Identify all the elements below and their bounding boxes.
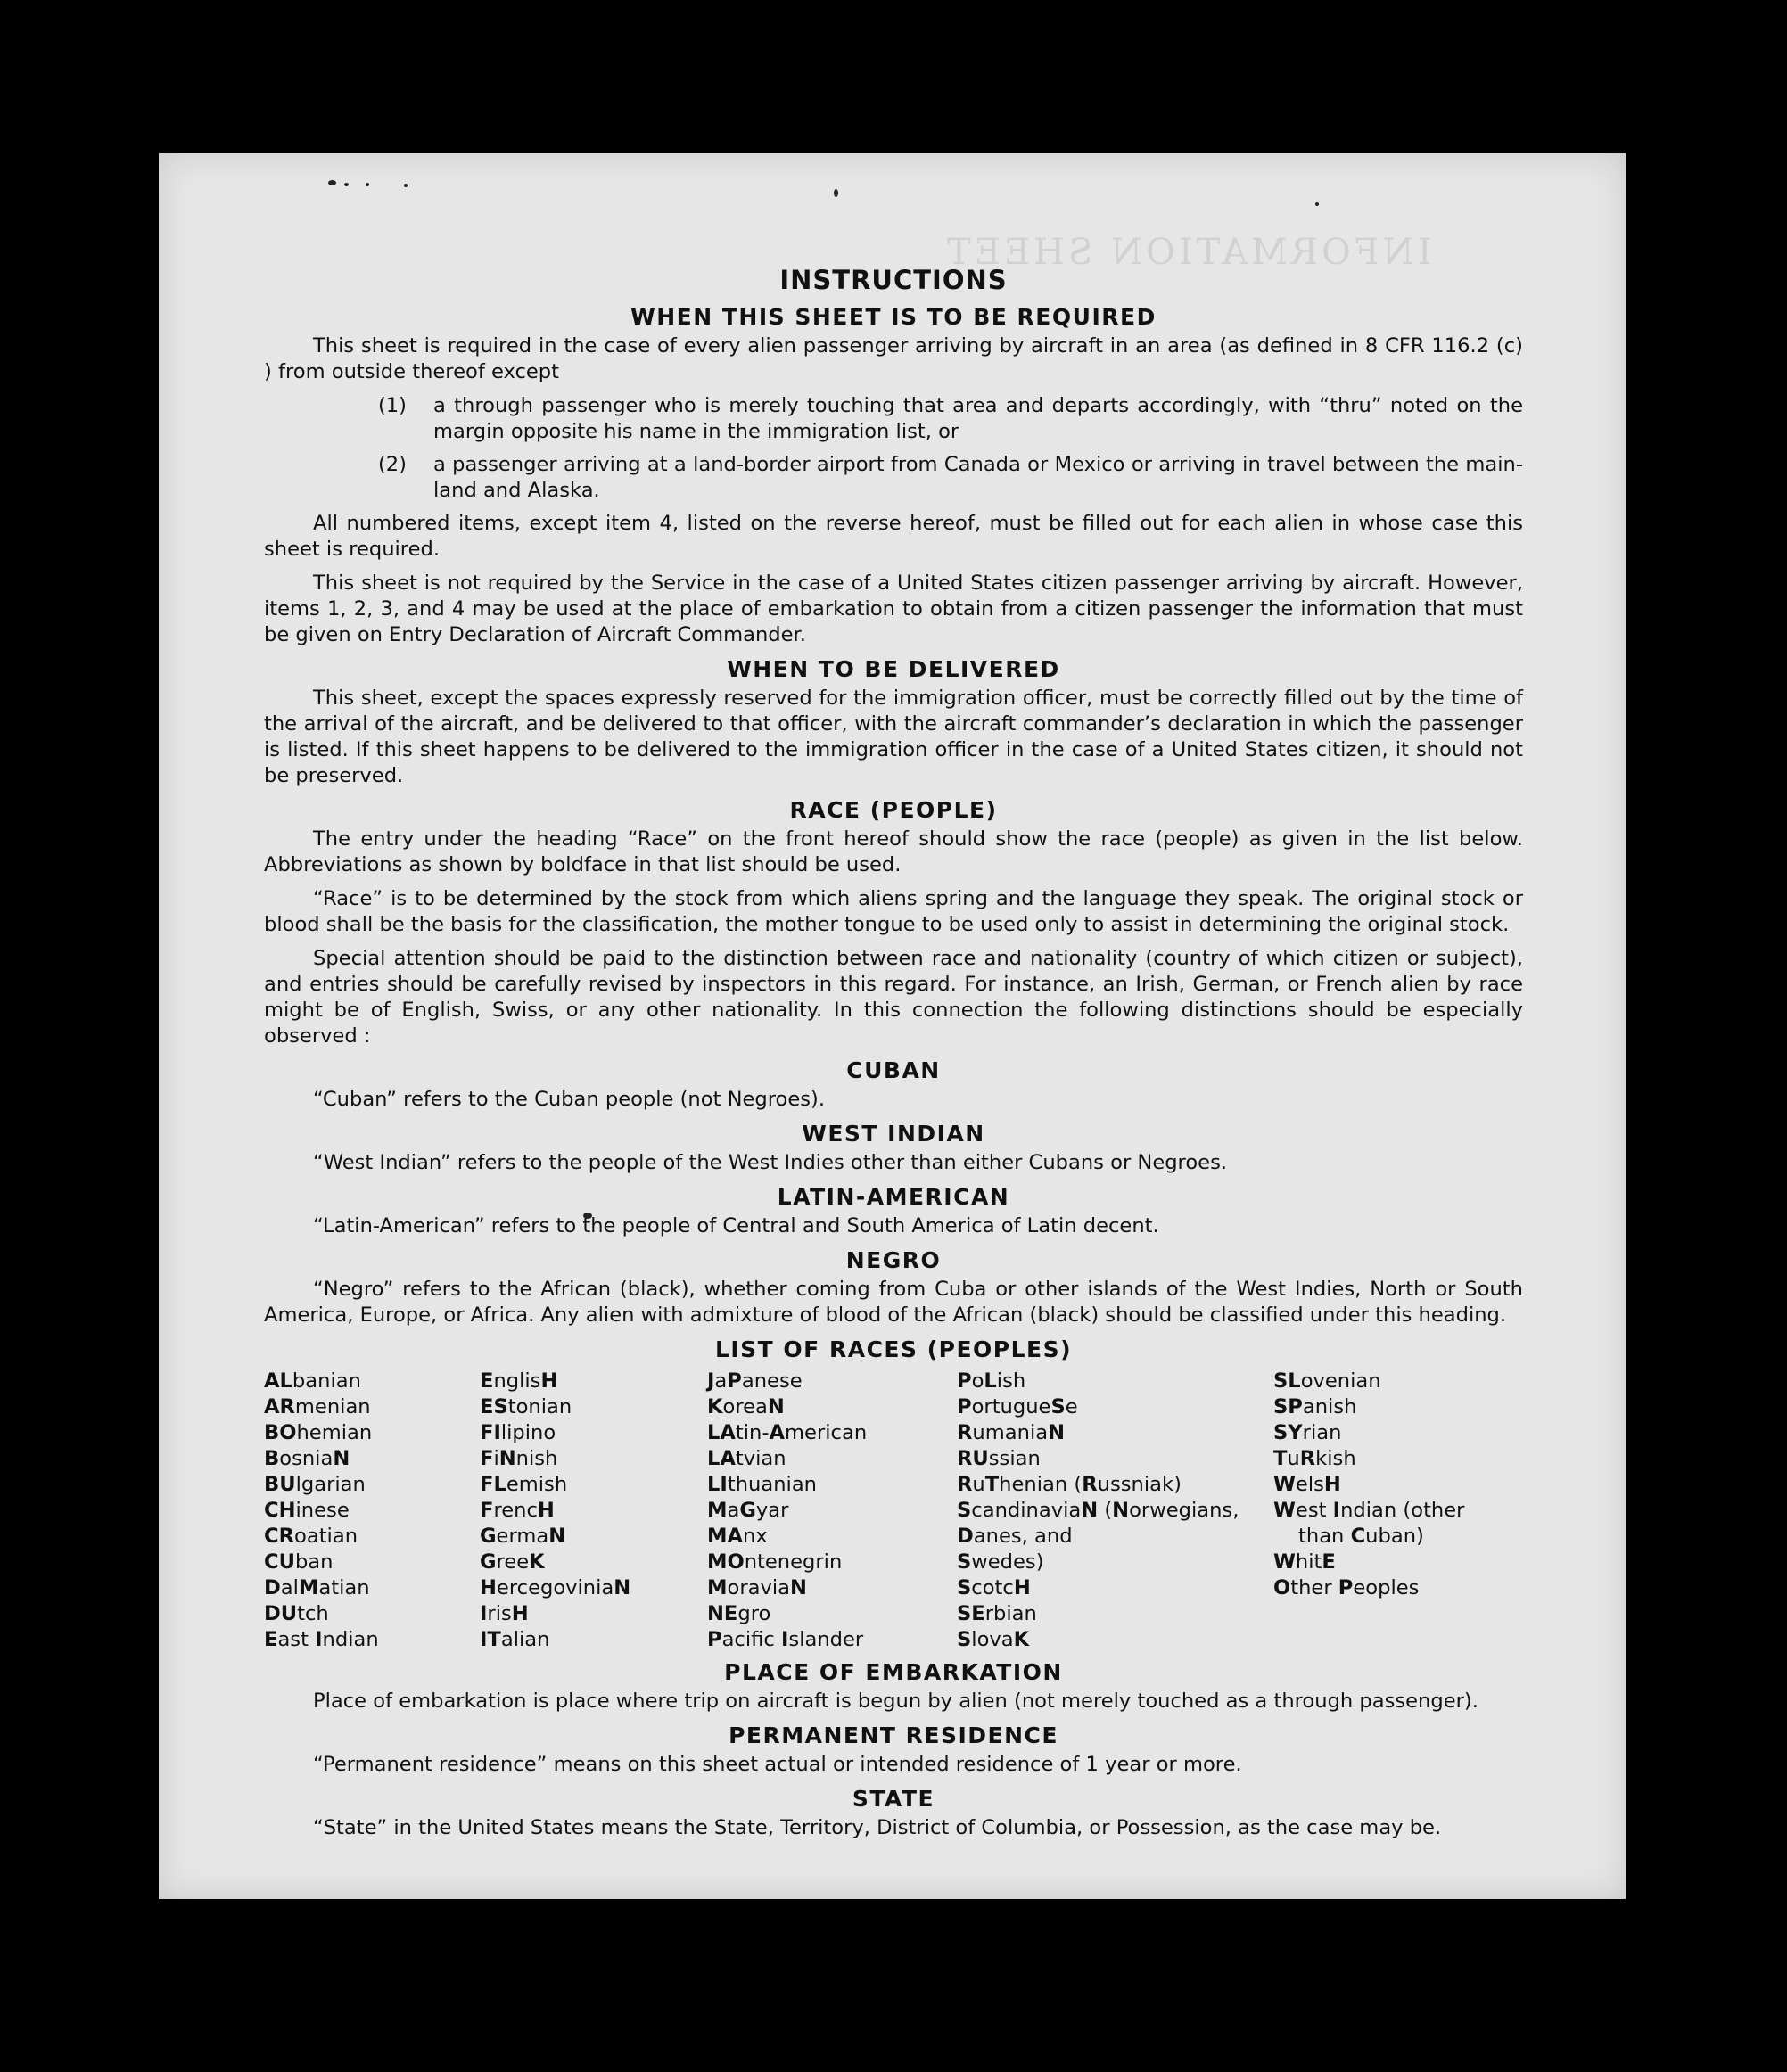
heading-list-of-races: LIST OF RACES (PEOPLES) <box>714 1336 1073 1362</box>
heading-permanent-residence: PERMANENT RESIDENCE <box>729 1723 1058 1748</box>
race-entry: LIthuanian <box>707 1473 817 1496</box>
required-para-items: All numbered items, except item 4, listed on the reverse hereof, must be filled out for each alien in whose case this sheet is required. <box>264 512 1523 561</box>
race-entry: MaGyar <box>707 1499 789 1522</box>
cuban-text: “Cuban” refers to the Cuban people (not Negroes). <box>313 1088 826 1111</box>
race-entry: EnglisH <box>480 1369 558 1393</box>
race-entry: FrencH <box>480 1499 555 1522</box>
race-entry: NEgro <box>707 1602 771 1625</box>
required-intro: This sheet is required in the case of every alien passenger arriving by aircraft in an area (as defined in 8 CFR 116.2 (c) ) from outside thereof except <box>264 334 1523 383</box>
document-sheet <box>159 153 1626 1899</box>
embarkation-text: Place of embarkation is place where trip on aircraft is begun by alien (not merely touched as a through passenger). <box>313 1690 1478 1713</box>
race-entry: Pacifc Islander <box>707 1628 864 1651</box>
race-entry: MAnx <box>707 1525 768 1548</box>
race-entry: Danes, and <box>957 1525 1073 1548</box>
race-entry: SlovaK <box>957 1628 1030 1651</box>
delivered-text: This sheet, except the spaces expressly reserved for the immigration officer, must be correctly filled out by the time of the arrival of the aircraft, and be delivered to that officer, with the aircraft commander’s declaration in which the passenger is listed. If this sheet happens to be delivered to the immigration officer in the case of a United States citizen, it should not be preserved. <box>264 687 1523 787</box>
heading-negro: NEGRO <box>845 1247 942 1273</box>
heading-west-indian: WEST INDIAN <box>802 1121 985 1147</box>
race-entry: FIlipino <box>480 1421 556 1444</box>
race-entry: RuThenian (Russniak) <box>957 1473 1182 1496</box>
race-entry: LAtvian <box>707 1447 786 1470</box>
race-entry: GreeK <box>480 1550 545 1574</box>
item-text: a passenger arriving at a land-border airport from Canada or Mexico or arriving in travel between the main-land and Alaska. <box>433 453 1523 502</box>
race-entry: WhitE <box>1273 1550 1336 1574</box>
race-entry: RumaniaN <box>957 1421 1065 1444</box>
scan-speck <box>344 183 349 186</box>
race-column <box>1273 1369 1505 1653</box>
scan-speck <box>404 184 408 187</box>
race-para-3: Special attention should be paid to the distinction between race and nationality (country of which citizen or subject), and entries should be carefully revised by inspectors in this regard. For instance, an Irish, German, or French alien by race might be of English, Swiss, or any other nationality. In this connection the following distinctions should be especially observed : <box>264 947 1523 1048</box>
item-text: a through passenger who is merely touching that area and departs accordingly, with “thru” noted on the margin opposite his name in the immigration list, or <box>433 394 1523 443</box>
race-entry: RUssian <box>957 1447 1041 1470</box>
race-entry: than Cuban) <box>1298 1525 1424 1548</box>
race-entry: BosniaN <box>264 1447 350 1470</box>
race-entry: GermaN <box>480 1525 566 1548</box>
race-entry: DalMatian <box>264 1576 370 1599</box>
race-entry: ScotcH <box>957 1576 1031 1599</box>
required-para-citizen: This sheet is not required by the Service in the case of a United States citizen passenger arriving by aircraft. However, items 1, 2, 3, and 4 may be used at the place of embarkation to obtain from a citizen passenger the information that must be given on Entry Declaration of Aircraft Commander. <box>264 571 1523 646</box>
race-entry: LAtin-American <box>707 1421 868 1444</box>
race-entry: BUlgarian <box>264 1473 366 1496</box>
heading-state: STATE <box>852 1786 935 1812</box>
heading-delivered: WHEN TO BE DELIVERED <box>727 656 1060 682</box>
instructions-content <box>264 265 1523 1849</box>
race-entry: EStonian <box>480 1395 572 1418</box>
race-entry: FLemish <box>480 1473 568 1496</box>
scan-speck <box>366 183 369 186</box>
race-entry: CRoatian <box>264 1525 358 1548</box>
race-entry: TuRkish <box>1273 1447 1356 1470</box>
race-column <box>707 1369 957 1653</box>
race-para-1: The entry under the heading “Race” on the front hereof should show the race (people) as given in the list below. Abbreviations as shown by boldface in that list should be used. <box>264 827 1523 876</box>
race-entry: DUtch <box>264 1602 329 1625</box>
scan-speck <box>328 180 336 185</box>
scan-speck <box>834 189 838 197</box>
heading-required: WHEN THIS SHEET IS TO BE REQUIRED <box>630 304 1157 330</box>
race-entry: SLovenian <box>1273 1369 1381 1393</box>
west-indian-text: “West Indian” refers to the people of the West Indies other than either Cubans or Negroes. <box>313 1151 1228 1174</box>
race-column <box>957 1369 1273 1653</box>
race-entry: West Indian (other <box>1273 1499 1465 1522</box>
race-entry: CHinese <box>264 1499 350 1522</box>
exception-item <box>264 393 1523 445</box>
race-entry: ITalian <box>480 1628 550 1651</box>
race-entry: ScandinaviaN (Norwegians, <box>957 1499 1239 1522</box>
race-entry: SPanish <box>1273 1395 1357 1418</box>
latin-american-text: “Latin-American” refers to the people of Central and South America of Latin decent. <box>313 1214 1159 1237</box>
race-entry: SErbian <box>957 1602 1037 1625</box>
race-entry: PortugueSe <box>957 1395 1078 1418</box>
race-entry: WelsH <box>1273 1473 1341 1496</box>
race-entry: IrisH <box>480 1602 529 1625</box>
race-entry: FiNnish <box>480 1447 558 1470</box>
race-entry: MoraviaN <box>707 1576 807 1599</box>
race-list <box>264 1369 1523 1653</box>
exception-item <box>264 452 1523 504</box>
race-entry: SYrian <box>1273 1421 1342 1444</box>
race-para-2: “Race” is to be determined by the stock from which aliens spring and the language they speak. The original stock or blood shall be the basis for the classification, the mother tongue to be used only to assist in determining the original stock. <box>264 887 1523 936</box>
race-entry: PoLish <box>957 1369 1026 1393</box>
page-title: INSTRUCTIONS <box>779 265 1008 295</box>
race-entry: CUban <box>264 1550 334 1574</box>
item-number: (1) <box>377 394 407 417</box>
heading-race: RACE (PEOPLE) <box>789 797 998 823</box>
item-number: (2) <box>377 453 407 476</box>
bleed-through-text: INFORMATION SHEET <box>943 232 1432 273</box>
permanent-residence-text: “Permanent residence” means on this sheet actual or intended residence of 1 year or more. <box>313 1753 1242 1776</box>
race-entry: BOhemian <box>264 1421 373 1444</box>
scan-speck <box>1315 202 1319 206</box>
race-column <box>264 1369 480 1653</box>
race-column <box>480 1369 707 1653</box>
race-entry: JaPanese <box>707 1369 803 1393</box>
race-entry: Other Peoples <box>1273 1576 1420 1599</box>
heading-latin-american: LATIN-AMERICAN <box>777 1184 1010 1210</box>
race-entry: MOntenegrin <box>707 1550 843 1574</box>
negro-text: “Negro” refers to the African (black), whether coming from Cuba or other islands of the West Indies, North or South America, Europe, or Africa. Any alien with admixture of blood of the African (black) should be classified under this heading. <box>264 1278 1523 1327</box>
race-entry: Swedes) <box>957 1550 1044 1574</box>
heading-cuban: CUBAN <box>846 1057 941 1083</box>
race-entry: East Indian <box>264 1628 379 1651</box>
race-entry: ARmenian <box>264 1395 371 1418</box>
state-text: “State” in the United States means the State, Territory, District of Columbia, or Possession, as the case may be. <box>313 1816 1442 1839</box>
race-entry: ALbanian <box>264 1369 361 1393</box>
heading-embarkation: PLACE OF EMBARKATION <box>724 1659 1063 1685</box>
race-entry: KoreaN <box>707 1395 785 1418</box>
race-entry: HercegoviniaN <box>480 1576 631 1599</box>
